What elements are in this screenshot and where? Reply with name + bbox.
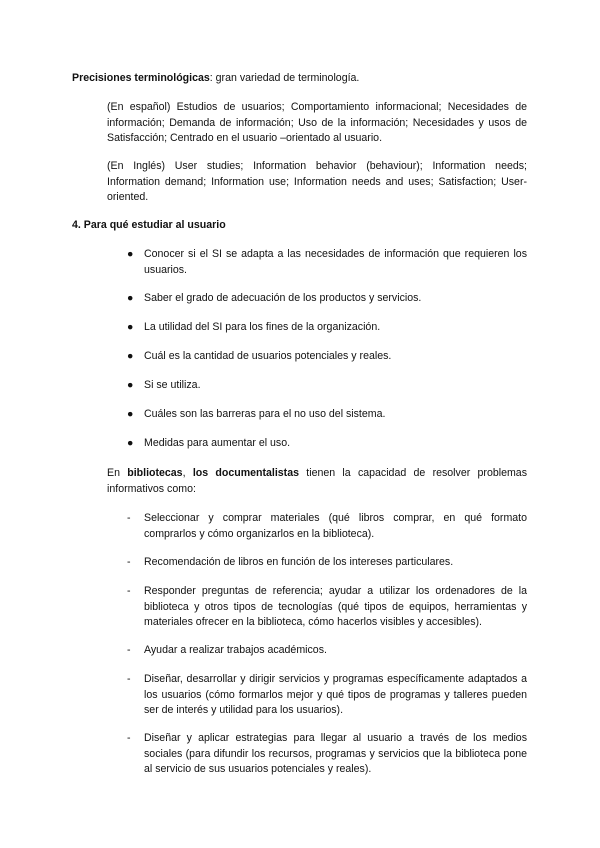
list-item-text: Seleccionar y comprar materiales (qué libros comprar, en qué formato comprarlos y cómo organizarlos en la biblioteca). xyxy=(144,512,527,540)
bullet-icon: ● xyxy=(127,408,134,420)
list-item-text: Medidas para aumentar el uso. xyxy=(144,437,291,449)
list-item-text: Cuál es la cantidad de usuarios potenciales y reales. xyxy=(144,350,392,362)
list-item-text: La utilidad del SI para los fines de la organización. xyxy=(144,321,381,333)
list-item-text: Conocer si el SI se adapta a las necesidades de información que requieren los usuarios. xyxy=(144,248,527,276)
english-terms-paragraph: (En Inglés) User studies; Information behavior (behaviour); Information needs; Information demand; Information use; Information needs and uses; Satisfaction; User-oriented. xyxy=(107,160,527,204)
terminology-label: Precisiones terminológicas xyxy=(72,72,210,84)
terminology-text: : gran variedad de terminología. xyxy=(209,72,360,84)
libraries-bold-term: bibliotecas xyxy=(127,467,183,479)
bullet-icon: ● xyxy=(127,292,134,304)
spanish-terms-paragraph: (En español) Estudios de usuarios; Comportamiento informacional; Necesidades de información; Demanda de información; Uso de la información; Necesidades y usos de Satisfacción; Centrado en el usuario –orientado al usuario. xyxy=(107,101,527,145)
list-item xyxy=(127,407,527,423)
list-item-text: Diseñar y aplicar estrategias para llegar al usuario a través de los medios sociales (para difundir los recursos, programas y servicios que la biblioteca pone al servicio de sus usuarios potenciales y reales). xyxy=(144,732,527,776)
list-item-text: Si se utiliza. xyxy=(144,379,201,391)
terminology-line xyxy=(72,71,532,87)
list-item xyxy=(127,731,527,778)
list-item xyxy=(127,584,527,631)
list-item xyxy=(127,291,527,307)
dash-marker: - xyxy=(127,673,131,685)
list-item-text: Ayudar a realizar trabajos académicos. xyxy=(144,644,327,656)
list-item xyxy=(127,672,527,719)
section-heading: 4. Para qué estudiar al usuario xyxy=(72,219,226,231)
dash-marker: - xyxy=(127,644,131,656)
bullet-icon: ● xyxy=(127,350,134,362)
list-item-text: Diseñar, desarrollar y dirigir servicios y programas específicamente adaptados a los usuarios (cómo formarlos mejor y qué tipos de programas y talleres pueden ser de interés y utilidad para los usuarios). xyxy=(144,673,527,717)
list-item xyxy=(127,320,527,336)
list-item xyxy=(127,378,527,394)
bullet-icon: ● xyxy=(127,248,134,260)
list-item xyxy=(127,349,527,365)
bullet-icon: ● xyxy=(127,321,134,333)
dash-marker: - xyxy=(127,556,131,568)
list-item xyxy=(127,511,527,542)
list-item xyxy=(127,436,527,452)
libraries-paragraph: En bibliotecas, los documentalistas tienen la capacidad de resolver problemas informativos como: xyxy=(107,467,527,495)
dash-marker: - xyxy=(127,732,131,744)
list-item xyxy=(127,643,527,659)
list-item-text: Saber el grado de adecuación de los productos y servicios. xyxy=(144,292,422,304)
list-item-text: Cuáles son las barreras para el no uso del sistema. xyxy=(144,408,386,420)
bullet-icon: ● xyxy=(127,437,134,449)
list-item-text: Recomendación de libros en función de los intereses particulares. xyxy=(144,556,454,568)
list-item-text: Responder preguntas de referencia; ayudar a utilizar los ordenadores de la biblioteca y otros tipos de tecnologías (qué tipos de equipos, herramientas y materiales ofrecer en la biblioteca, cómo hacerlos visibles y accesibles). xyxy=(144,585,527,629)
list-item xyxy=(127,247,527,278)
bullet-icon: ● xyxy=(127,379,134,391)
dash-marker: - xyxy=(127,512,131,524)
list-item xyxy=(127,555,527,571)
documentalists-bold-term: los documentalistas xyxy=(192,467,299,479)
dash-marker: - xyxy=(127,585,131,597)
